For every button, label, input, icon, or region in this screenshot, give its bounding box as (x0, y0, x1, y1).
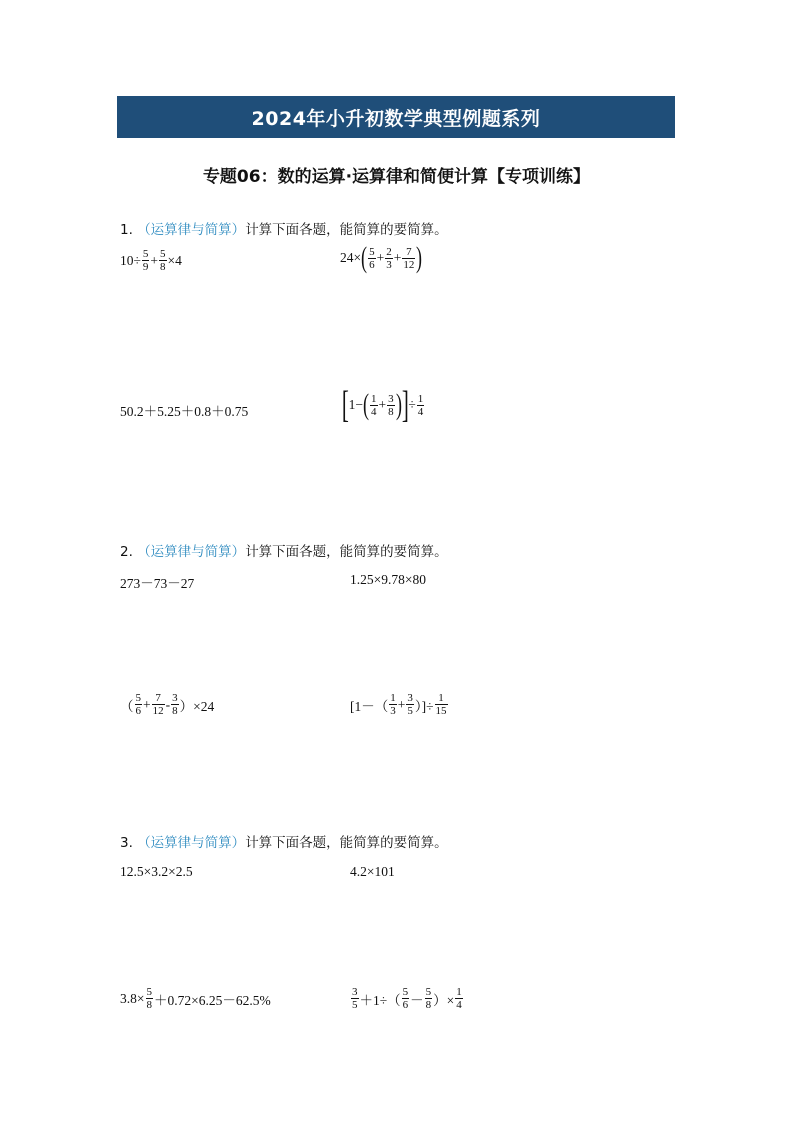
fraction: 1 4 (371, 392, 377, 418)
expression-3c: 3.8× $\frac{5}{8}$ ＋0.72×6.25－62.5% (120, 986, 271, 1011)
question-text: 计算下面各题，能简算的要简算。 (245, 222, 448, 238)
fraction: $\frac{5}{9}$ (142, 248, 149, 273)
question-tag: （运算律与简算） (137, 222, 246, 238)
question-3-heading (120, 831, 448, 851)
expression-1d: [ 1− ( 1 4 + $\frac{3}{8}$ ) ] ÷ $\frac{1}{4}$ (341, 384, 424, 426)
question-1-heading (120, 218, 448, 238)
page-title: 专题06：数的运算·运算律和简便计算【专项训练】 (202, 167, 591, 187)
fraction: 3 8 (172, 692, 178, 717)
fraction: $\frac{2}{3}$ (386, 245, 392, 271)
question-number: 2. (120, 544, 133, 560)
fraction: 5 6 (369, 245, 375, 271)
expression-3d: 3 5 ＋1÷（ 5 6 － 5 8 ）× $\frac{1}{4}$ (352, 986, 462, 1011)
fraction: $\frac{5}{8}$ (160, 248, 166, 273)
expression-2c: （ 5 6 + $\frac{7}{12}$ - 3 8 ）×24 (120, 692, 215, 717)
fraction: 5 6 (135, 692, 141, 717)
fraction: $\frac{7}{12}$ (152, 692, 164, 717)
series-banner: 2024年小升初数学典型例题系列 (117, 96, 675, 138)
fraction: 3 5 (352, 986, 358, 1011)
fraction: $\frac{1}{4}$ (456, 986, 462, 1011)
expression-2a: 273－73－27 (120, 576, 195, 591)
question-tag: （运算律与简算） (137, 544, 246, 560)
fraction: $\frac{5}{8}$ (146, 986, 152, 1011)
expression-1a: 10÷ $\frac{5}{9}$ + $\frac{5}{8}$ ×4 (120, 248, 182, 273)
expression-3a: 12.5×3.2×2.5 (120, 864, 193, 879)
expression-2b: 1.25×9.78×80 (350, 572, 426, 587)
question-number: 3. (120, 835, 133, 851)
fraction: $\frac{7}{12}$ (403, 245, 415, 271)
fraction: 5 8 (425, 986, 432, 1011)
expression-2d: [1－（ 1 3 + $\frac{3}{5}$ ）]÷ $\frac{1}{15}$ (350, 692, 447, 717)
question-text: 计算下面各题，能简算的要简算。 (245, 835, 448, 851)
expression-3b: 4.2×101 (350, 864, 395, 879)
question-2-heading (120, 540, 448, 560)
question-tag: （运算律与简算） (137, 835, 246, 851)
fraction: 5 6 (402, 986, 409, 1011)
expression-1c: 50.2＋5.25＋0.8＋0.75 (120, 404, 249, 419)
question-text: 计算下面各题，能简算的要简算。 (245, 544, 448, 560)
fraction: 1 3 (390, 692, 396, 717)
expression-1b: 24× ( 5 6 + $\frac{2}{3}$ + $\frac{7}{12}$ ) (340, 241, 423, 274)
fraction: $\frac{1}{4}$ (417, 392, 424, 418)
fraction: $\frac{3}{8}$ (388, 392, 394, 418)
fraction: $\frac{1}{15}$ (435, 692, 447, 717)
fraction: $\frac{3}{5}$ (407, 692, 413, 717)
question-number: 1. (120, 222, 133, 238)
